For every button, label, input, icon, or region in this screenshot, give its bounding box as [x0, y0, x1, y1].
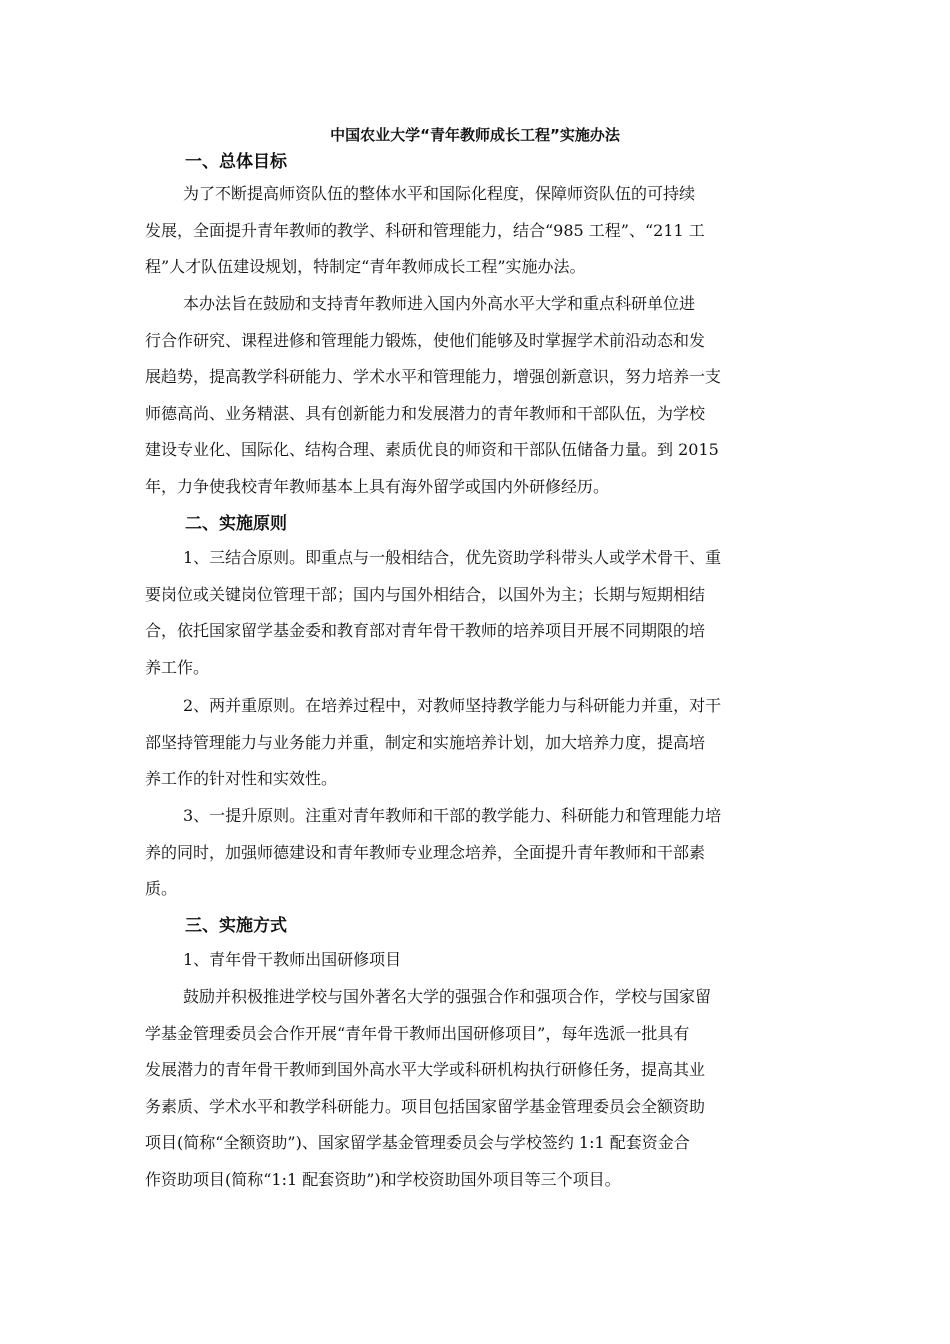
text-line: 发展潜力的青年骨干教师到国外高水平大学或科研机构执行研修任务，提高其业 — [145, 1060, 706, 1080]
section-heading-implementation: 三、实施方式 — [185, 916, 287, 936]
text-line: 项目(简称“全额资助”)、国家留学基金管理委员会与学校签约 1:1 配套资金合 — [145, 1133, 690, 1153]
text-line: 发展，全面提升青年教师的教学、科研和管理能力，结合“985 工程”、“211 工 — [145, 220, 705, 240]
text-line: 作资助项目(简称“1:1 配套资助”)和学校资助国外项目等三个项目。 — [145, 1169, 621, 1189]
text-line: 年，力争使我校青年教师基本上具有海外留学或国内外研修经历。 — [145, 476, 610, 496]
text-line: 鼓励并积极推进学校与国外著名大学的强强合作和强项合作，学校与国家留 — [183, 987, 712, 1006]
text-line: 展趋势，提高教学科研能力、学术水平和管理能力，增强创新意识，努力培养一支 — [145, 367, 722, 387]
text-line: 养工作的针对性和实效性。 — [145, 769, 338, 789]
text-line: 程”人才队伍建设规划，特制定“青年教师成长工程”实施办法。 — [145, 257, 586, 277]
document-title: 中国农业大学“青年教师成长工程”实施办法 — [330, 126, 620, 144]
text-line: 要岗位或关键岗位管理干部；国内与国外相结合，以国外为主；长期与短期相结 — [145, 584, 706, 604]
text-line: 为了不断提高师资队伍的整体水平和国际化程度，保障师资队伍的可持续 — [183, 184, 696, 203]
text-line: 养的同时，加强师德建设和青年教师专业理念培养，全面提升青年教师和干部素 — [145, 842, 706, 862]
paragraph-goals-2 — [145, 286, 810, 506]
text-line: 3、一提升原则。注重对青年教师和干部的教学能力、科研能力和管理能力培 — [183, 806, 722, 825]
text-line: 合，依托国家留学基金委和教育部对青年骨干教师的培养项目开展不同期限的培 — [145, 621, 706, 641]
text-line: 学基金管理委员会合作开展“青年骨干教师出国研修项目”，每年选派一批具有 — [145, 1023, 690, 1043]
text-line: 师德高尚、业务精湛、具有创新能力和发展潜力的青年教师和干部队伍，为学校 — [145, 403, 706, 423]
text-line: 2、两并重原则。在培养过程中，对教师坚持教学能力与科研能力并重，对干 — [183, 696, 722, 715]
text-line: 建设专业化、国际化、结构合理、素质优良的师资和干部队伍储备力量。到 2015 — [145, 440, 719, 460]
paragraph-overseas-program — [145, 979, 810, 1199]
text-line: 务素质、学术水平和教学科研能力。项目包括国家留学基金管理委员会全额资助 — [145, 1096, 706, 1116]
text-line: 本办法旨在鼓励和支持青年教师进入国内外高水平大学和重点科研单位进 — [183, 294, 696, 313]
text-line: 质。 — [145, 879, 178, 899]
paragraph-principle-1 — [145, 540, 810, 686]
text-line: 部坚持管理能力与业务能力并重，制定和实施培养计划，加大培养力度，提高培 — [145, 732, 706, 752]
text-line: 行合作研究、课程进修和管理能力锻炼，使他们能够及时掌握学术前沿动态和发 — [145, 330, 706, 350]
paragraph-principle-2 — [145, 688, 810, 798]
text-line: 1、三结合原则。即重点与一般相结合，优先资助学科带头人或学术骨干、重 — [183, 548, 722, 567]
subsection-heading-overseas-program: 1、青年骨干教师出国研修项目 — [183, 950, 402, 969]
section-heading-principles: 二、实施原则 — [185, 514, 287, 534]
text-line: 养工作。 — [145, 657, 210, 677]
paragraph-principle-3 — [145, 798, 810, 908]
paragraph-goals-1 — [145, 176, 810, 286]
section-heading-overall-goals: 一、总体目标 — [185, 152, 287, 172]
